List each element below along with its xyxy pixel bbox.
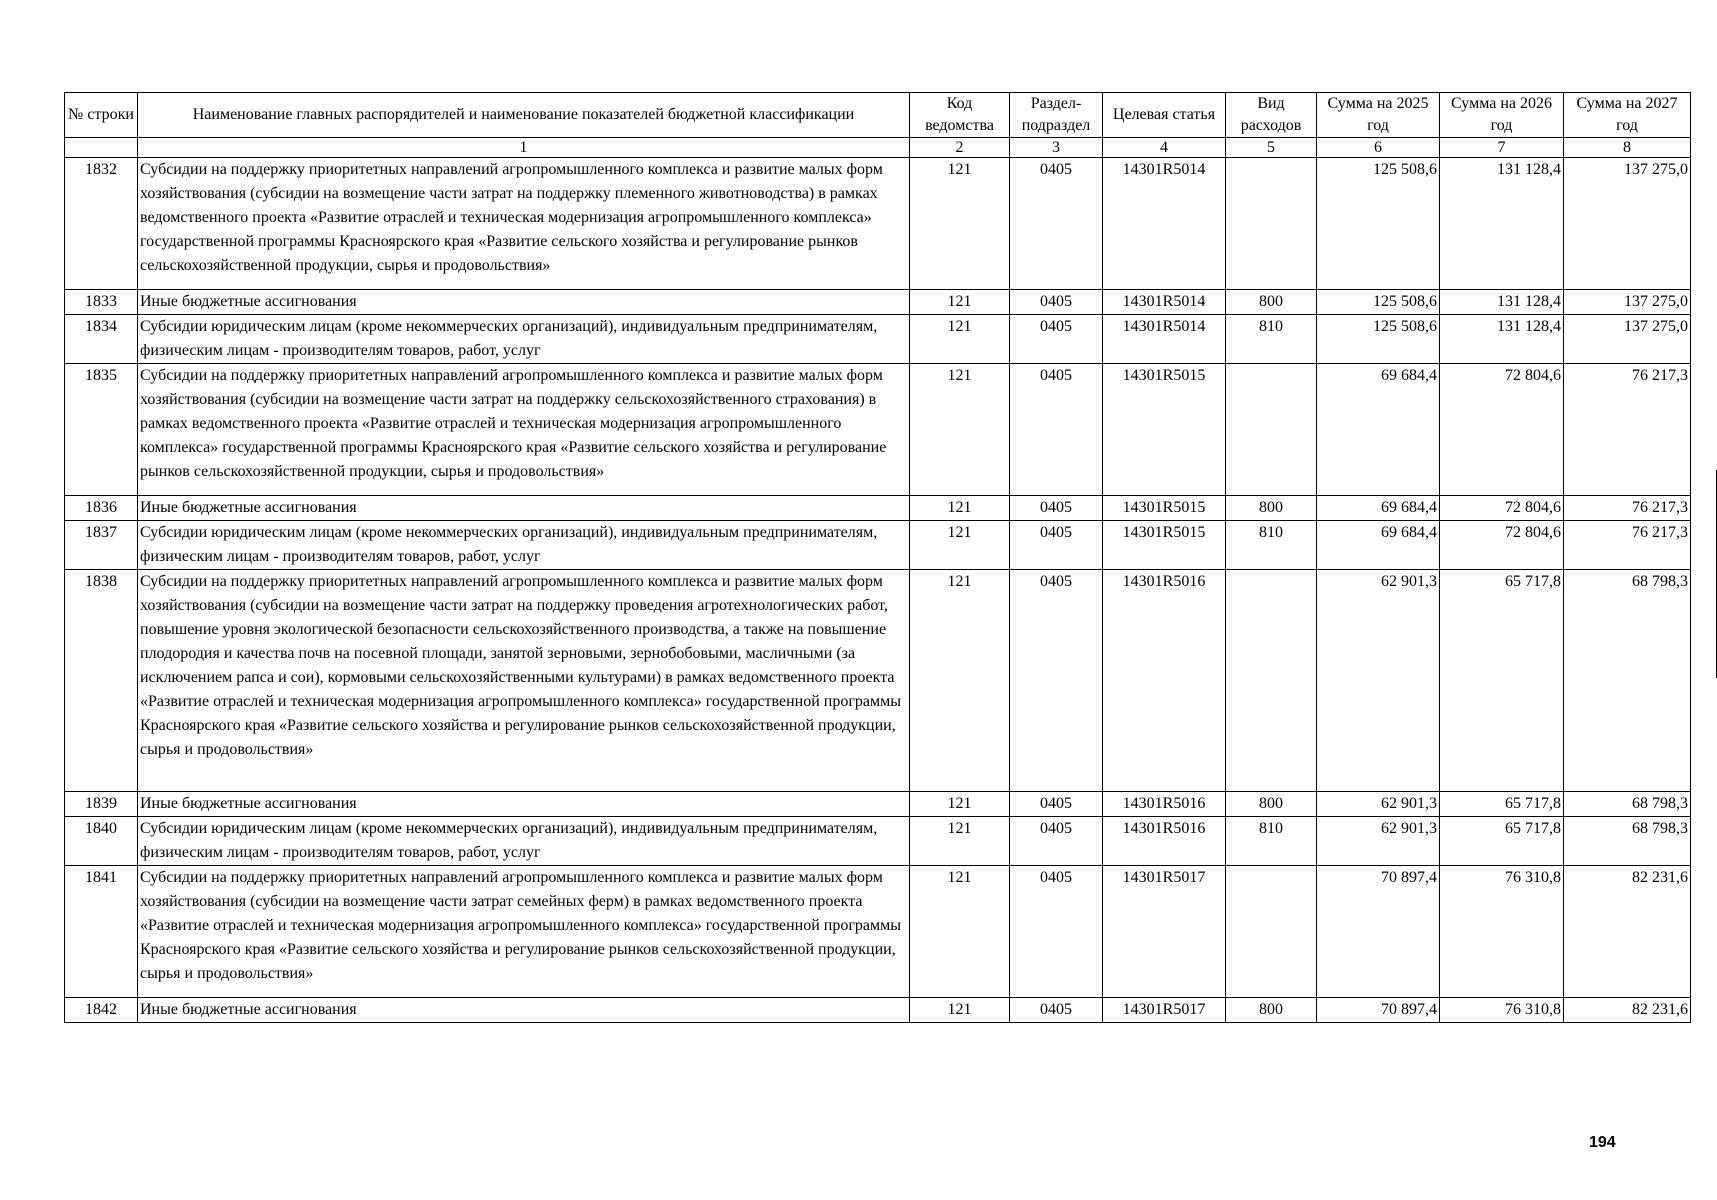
table-row [65, 315, 1691, 364]
table-row [65, 866, 1691, 998]
cell-sum2025: 70 897,4 [1317, 998, 1440, 1023]
cell-sum2027: 68 798,3 [1564, 570, 1691, 792]
cell-sum2026: 72 804,6 [1440, 364, 1564, 496]
cell-row-no: 1836 [65, 496, 138, 521]
table-row [65, 158, 1691, 290]
cell-target: 14301R5015 [1103, 496, 1226, 521]
cell-name: Иные бюджетные ассигнования [138, 496, 910, 521]
cell-name: Иные бюджетные ассигнования [138, 290, 910, 315]
column-number: 7 [1440, 138, 1564, 158]
cell-target: 14301R5016 [1103, 817, 1226, 866]
column-number [65, 138, 138, 158]
cell-name: Субсидии на поддержку приоритетных направлений агропромышленного комплекса и развитие малых форм хозяйствования (субсидии на возмещение части затрат на поддержку сельскохозяйственного страхования) в рамках ведомственного проекта «Развитие отраслей и техническая модернизация агропромышленного комплекса» государственной программы Красноярского края «Развитие сельского хозяйства и регулирование рынков сельскохозяйственной продукции, сырья и продовольствия» [138, 364, 910, 496]
cell-sum2027: 137 275,0 [1564, 158, 1691, 290]
cell-sum2025: 69 684,4 [1317, 364, 1440, 496]
cell-sum2025: 69 684,4 [1317, 496, 1440, 521]
header-row [65, 93, 1691, 138]
cell-sum2025: 62 901,3 [1317, 817, 1440, 866]
header-target: Целевая статья [1103, 93, 1226, 138]
cell-section: 0405 [1010, 817, 1103, 866]
cell-target: 14301R5015 [1103, 364, 1226, 496]
header-section: Раздел-подраздел [1010, 93, 1103, 138]
column-number: 1 [138, 138, 910, 158]
cell-dept: 121 [910, 496, 1010, 521]
table-row [65, 290, 1691, 315]
cell-target: 14301R5014 [1103, 315, 1226, 364]
cell-sum2025: 62 901,3 [1317, 792, 1440, 817]
cell-row-no: 1835 [65, 364, 138, 496]
cell-sum2025: 125 508,6 [1317, 158, 1440, 290]
table-row [65, 364, 1691, 496]
cell-section: 0405 [1010, 792, 1103, 817]
cell-expense: 800 [1226, 496, 1317, 521]
cell-dept: 121 [910, 792, 1010, 817]
cell-sum2026: 76 310,8 [1440, 866, 1564, 998]
cell-section: 0405 [1010, 521, 1103, 570]
cell-name: Иные бюджетные ассигнования [138, 998, 910, 1023]
cell-row-no: 1833 [65, 290, 138, 315]
header-sum2026: Сумма на 2026 год [1440, 93, 1564, 138]
cell-row-no: 1842 [65, 998, 138, 1023]
column-number: 3 [1010, 138, 1103, 158]
cell-sum2026: 131 128,4 [1440, 315, 1564, 364]
table-row [65, 998, 1691, 1023]
cell-name: Субсидии юридическим лицам (кроме некоммерческих организаций), индивидуальным предпринимателям, физическим лицам - производителям товаров, работ, услуг [138, 315, 910, 364]
cell-sum2026: 72 804,6 [1440, 521, 1564, 570]
cell-sum2026: 65 717,8 [1440, 817, 1564, 866]
header-sum2025: Сумма на 2025 год [1317, 93, 1440, 138]
table-row [65, 521, 1691, 570]
cell-sum2026: 65 717,8 [1440, 570, 1564, 792]
cell-sum2026: 72 804,6 [1440, 496, 1564, 521]
column-number: 8 [1564, 138, 1691, 158]
cell-expense: 800 [1226, 290, 1317, 315]
page-number: 194 [1589, 1134, 1616, 1151]
cell-sum2026: 76 310,8 [1440, 998, 1564, 1023]
cell-section: 0405 [1010, 998, 1103, 1023]
header-sum2027: Сумма на 2027 год [1564, 93, 1691, 138]
column-number-row [65, 138, 1691, 158]
cell-row-no: 1838 [65, 570, 138, 792]
cell-target: 14301R5017 [1103, 998, 1226, 1023]
cell-name: Субсидии на поддержку приоритетных направлений агропромышленного комплекса и развитие малых форм хозяйствования (субсидии на возмещение части затрат на поддержку проведения агротехнологических работ, повышение уровня экологической безопасности сельскохозяйственного производства, а также на повышение плодородия и качества почв на посевной площади, занятой зерновыми, зернобобовыми, масличными (за исключением рапса и сои), кормовыми сельскохозяйственными культурами) в рамках ведомственного проекта «Развитие отраслей и техническая модернизация агропромышленного комплекса» государственной программы Красноярского края «Развитие сельского хозяйства и регулирование рынков сельскохозяйственной продукции, сырья и продовольствия» [138, 570, 910, 792]
budget-table [64, 92, 1691, 1023]
cell-section: 0405 [1010, 315, 1103, 364]
cell-section: 0405 [1010, 290, 1103, 315]
table-row [65, 792, 1691, 817]
cell-row-no: 1832 [65, 158, 138, 290]
header-name: Наименование главных распорядителей и наименование показателей бюджетной классификации [138, 93, 910, 138]
cell-row-no: 1839 [65, 792, 138, 817]
cell-target: 14301R5016 [1103, 792, 1226, 817]
cell-row-no: 1837 [65, 521, 138, 570]
cell-row-no: 1840 [65, 817, 138, 866]
cell-sum2027: 137 275,0 [1564, 315, 1691, 364]
cell-dept: 121 [910, 290, 1010, 315]
cell-dept: 121 [910, 866, 1010, 998]
cell-sum2027: 82 231,6 [1564, 998, 1691, 1023]
cell-dept: 121 [910, 998, 1010, 1023]
cell-sum2026: 65 717,8 [1440, 792, 1564, 817]
cell-target: 14301R5014 [1103, 290, 1226, 315]
table-row [65, 817, 1691, 866]
cell-sum2027: 68 798,3 [1564, 817, 1691, 866]
cell-dept: 121 [910, 364, 1010, 496]
cell-section: 0405 [1010, 866, 1103, 998]
cell-expense: 810 [1226, 315, 1317, 364]
cell-target: 14301R5017 [1103, 866, 1226, 998]
cell-dept: 121 [910, 521, 1010, 570]
cell-expense [1226, 570, 1317, 792]
cell-expense: 810 [1226, 817, 1317, 866]
header-dept: Код ведомства [910, 93, 1010, 138]
cell-target: 14301R5016 [1103, 570, 1226, 792]
column-number: 4 [1103, 138, 1226, 158]
cell-sum2027: 137 275,0 [1564, 290, 1691, 315]
cell-dept: 121 [910, 570, 1010, 792]
table-row [65, 496, 1691, 521]
cell-expense: 810 [1226, 521, 1317, 570]
cell-sum2025: 69 684,4 [1317, 521, 1440, 570]
cell-expense [1226, 158, 1317, 290]
cell-sum2025: 125 508,6 [1317, 290, 1440, 315]
header-row-no: № строки [65, 93, 138, 138]
cell-sum2027: 76 217,3 [1564, 364, 1691, 496]
column-number: 5 [1226, 138, 1317, 158]
cell-sum2025: 125 508,6 [1317, 315, 1440, 364]
table-body [65, 158, 1691, 1023]
cell-sum2027: 68 798,3 [1564, 792, 1691, 817]
cell-sum2026: 131 128,4 [1440, 290, 1564, 315]
cell-dept: 121 [910, 158, 1010, 290]
column-number: 2 [910, 138, 1010, 158]
cell-expense: 800 [1226, 998, 1317, 1023]
cell-row-no: 1834 [65, 315, 138, 364]
cell-sum2027: 82 231,6 [1564, 866, 1691, 998]
cell-target: 14301R5014 [1103, 158, 1226, 290]
table-row [65, 570, 1691, 792]
cell-name: Субсидии юридическим лицам (кроме некоммерческих организаций), индивидуальным предпринимателям, физическим лицам - производителям товаров, работ, услуг [138, 521, 910, 570]
cell-name: Иные бюджетные ассигнования [138, 792, 910, 817]
column-number: 6 [1317, 138, 1440, 158]
header-expense: Вид расходов [1226, 93, 1317, 138]
cell-section: 0405 [1010, 570, 1103, 792]
cell-expense: 800 [1226, 792, 1317, 817]
cell-sum2025: 62 901,3 [1317, 570, 1440, 792]
cell-expense [1226, 364, 1317, 496]
cell-name: Субсидии юридическим лицам (кроме некоммерческих организаций), индивидуальным предпринимателям, физическим лицам - производителям товаров, работ, услуг [138, 817, 910, 866]
cell-sum2026: 131 128,4 [1440, 158, 1564, 290]
cell-sum2027: 76 217,3 [1564, 496, 1691, 521]
cell-section: 0405 [1010, 496, 1103, 521]
cell-target: 14301R5015 [1103, 521, 1226, 570]
cell-section: 0405 [1010, 158, 1103, 290]
cell-name: Субсидии на поддержку приоритетных направлений агропромышленного комплекса и развитие малых форм хозяйствования (субсидии на возмещение части затрат семейных ферм) в рамках ведомственного проекта «Развитие отраслей и техническая модернизация агропромышленного комплекса» государственной программы Красноярского края «Развитие сельского хозяйства и регулирование рынков сельскохозяйственной продукции, сырья и продовольствия» [138, 866, 910, 998]
cell-sum2027: 76 217,3 [1564, 521, 1691, 570]
cell-row-no: 1841 [65, 866, 138, 998]
cell-section: 0405 [1010, 364, 1103, 496]
cell-expense [1226, 866, 1317, 998]
cell-dept: 121 [910, 315, 1010, 364]
cell-sum2025: 70 897,4 [1317, 866, 1440, 998]
cell-dept: 121 [910, 817, 1010, 866]
cell-name: Субсидии на поддержку приоритетных направлений агропромышленного комплекса и развитие малых форм хозяйствования (субсидии на возмещение части затрат на поддержку племенного животноводства) в рамках ведомственного проекта «Развитие отраслей и техническая модернизация агропромышленного комплекса» государственной программы Красноярского края «Развитие сельского хозяйства и регулирование рынков сельскохозяйственной продукции, сырья и продовольствия» [138, 158, 910, 290]
